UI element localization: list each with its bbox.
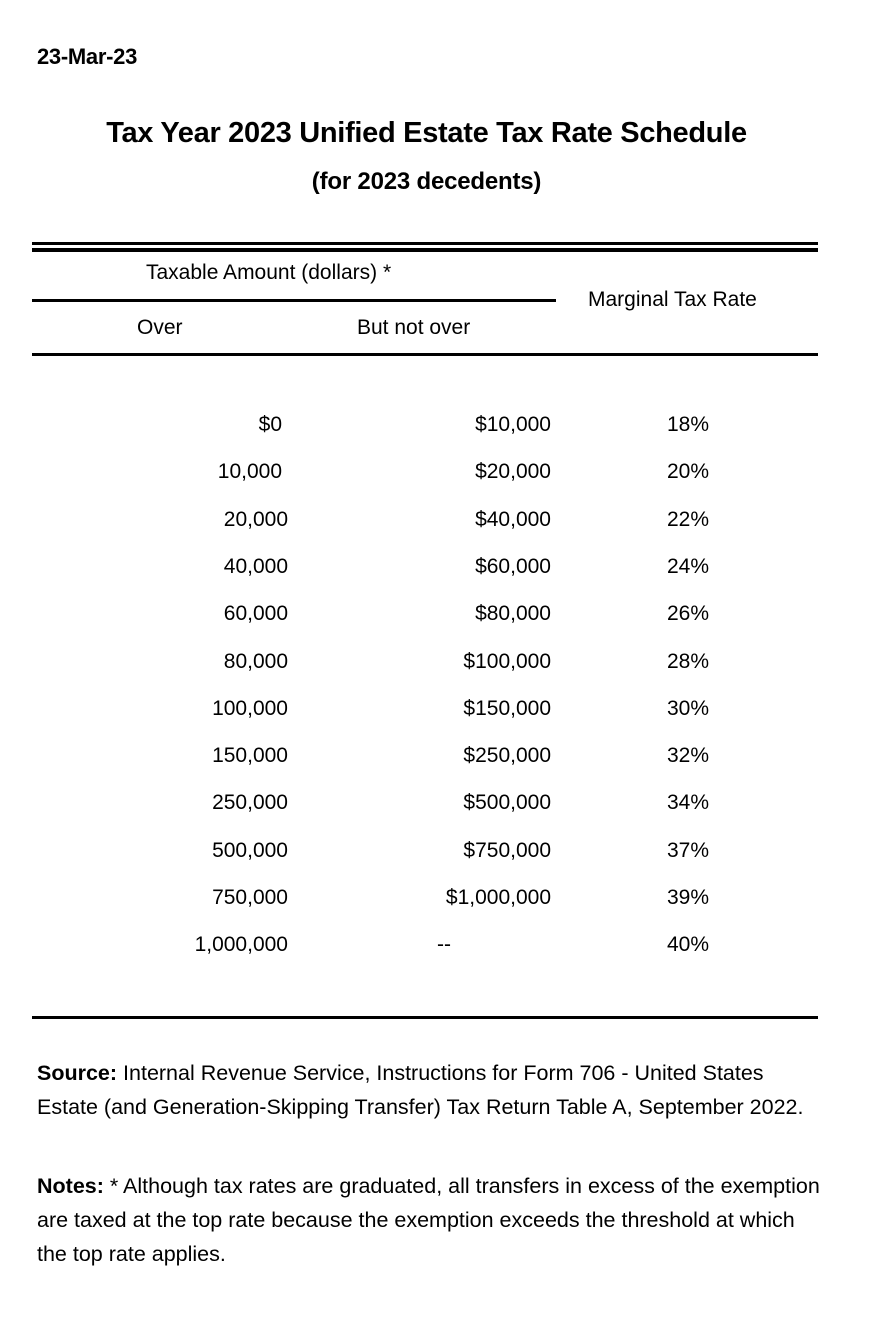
cell-marginal-rate: 37%	[666, 839, 710, 862]
cell-over: 1,000,000	[194, 933, 288, 956]
cell-but-not-over: $10,000	[475, 413, 551, 436]
column-header-marginal-tax-rate: Marginal Tax Rate	[588, 288, 757, 311]
cell-but-not-over: $750,000	[463, 839, 551, 862]
group-header-taxable-amount: Taxable Amount (dollars) *	[146, 261, 392, 284]
cell-but-not-over: $1,000,000	[445, 886, 551, 909]
group-header-rule	[32, 299, 556, 302]
cell-marginal-rate: 40%	[666, 933, 710, 956]
cell-marginal-rate: 32%	[666, 744, 710, 767]
document-subtitle: (for 2023 decedents)	[311, 168, 542, 195]
cell-but-not-over: $80,000	[475, 602, 551, 625]
cell-marginal-rate: 24%	[666, 555, 710, 578]
cell-but-not-over: $150,000	[463, 697, 551, 720]
source-label: Source:	[37, 1061, 118, 1085]
source-text: Internal Revenue Service, Instructions for Form 706 - United States Estate (and Generation-Skipping Transfer) Tax Return Table A, September 2022.	[37, 1061, 804, 1119]
cell-marginal-rate: 39%	[666, 886, 710, 909]
cell-marginal-rate: 30%	[666, 697, 710, 720]
cell-marginal-rate: 20%	[666, 460, 710, 483]
cell-marginal-rate: 22%	[666, 508, 710, 531]
cell-but-not-over: --	[437, 933, 451, 956]
cell-over: 60,000	[223, 602, 288, 625]
header-bottom-rule	[32, 353, 818, 356]
cell-but-not-over: $100,000	[463, 650, 551, 673]
cell-over: 100,000	[212, 697, 288, 720]
cell-but-not-over: $60,000	[475, 555, 551, 578]
table-top-rule-1	[32, 242, 818, 245]
column-header-but-not-over: But not over	[357, 316, 471, 339]
notes	[37, 1169, 827, 1271]
cell-marginal-rate: 26%	[666, 602, 710, 625]
cell-over: 10,000	[217, 460, 282, 483]
cell-but-not-over: $20,000	[475, 460, 551, 483]
table-top-rule-2	[32, 248, 818, 252]
document-date: 23-Mar-23	[37, 44, 138, 69]
cell-but-not-over: $40,000	[475, 508, 551, 531]
cell-over: 80,000	[223, 650, 288, 673]
notes-label: Notes:	[37, 1174, 104, 1198]
cell-over: 750,000	[212, 886, 288, 909]
source-note	[37, 1056, 827, 1124]
cell-marginal-rate: 34%	[666, 791, 710, 814]
cell-over: 40,000	[223, 555, 288, 578]
cell-over: $0	[258, 413, 282, 436]
table-bottom-rule	[32, 1016, 818, 1019]
cell-marginal-rate: 18%	[666, 413, 710, 436]
notes-text: * Although tax rates are graduated, all transfers in excess of the exemption are taxed at the top rate because the exemption exceeds the threshold at which the top rate applies.	[37, 1174, 820, 1266]
cell-but-not-over: $250,000	[463, 744, 551, 767]
cell-over: 500,000	[212, 839, 288, 862]
document-title: Tax Year 2023 Unified Estate Tax Rate Schedule	[106, 117, 747, 149]
cell-over: 250,000	[212, 791, 288, 814]
cell-over: 150,000	[212, 744, 288, 767]
cell-but-not-over: $500,000	[463, 791, 551, 814]
column-header-over: Over	[137, 316, 183, 339]
cell-marginal-rate: 28%	[666, 650, 710, 673]
cell-over: 20,000	[223, 508, 288, 531]
